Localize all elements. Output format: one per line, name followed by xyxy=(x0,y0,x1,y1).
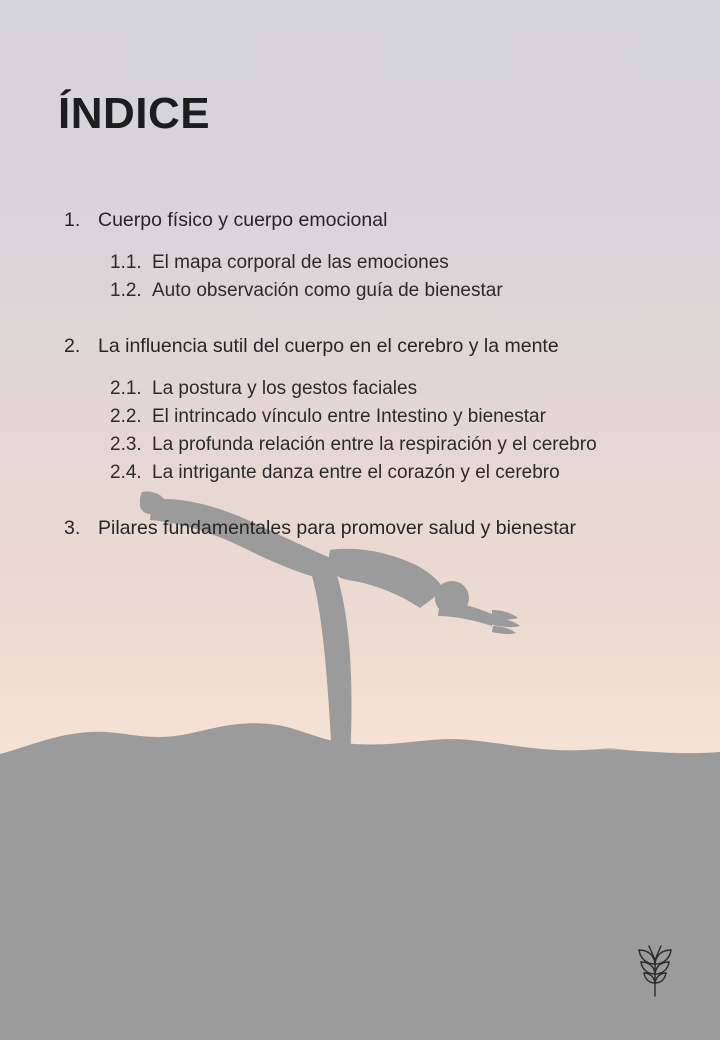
toc-chapter xyxy=(58,331,698,487)
toc-chapter-label: Pilares fundamentales para promover salud y bienestar xyxy=(98,517,577,539)
toc-chapter-number: 1. xyxy=(64,209,81,231)
toc-subsection-number: 1.2. xyxy=(110,280,142,301)
toc-subsection[interactable] xyxy=(110,459,698,487)
toc-chapter-line[interactable] xyxy=(58,513,698,543)
toc-subsection-number: 2.1. xyxy=(110,378,142,399)
toc-subsection-list xyxy=(58,249,698,305)
toc-subsection-number: 2.4. xyxy=(110,462,142,483)
toc-subsection[interactable] xyxy=(110,403,698,431)
toc-chapter-number: 2. xyxy=(64,335,81,357)
toc-subsection-list xyxy=(58,375,698,487)
toc-subsection-label: La postura y los gestos faciales xyxy=(152,378,418,399)
toc-chapter-label: La influencia sutil del cuerpo en el cerebro y la mente xyxy=(98,335,559,357)
plant-sprig-logo-icon xyxy=(628,940,682,998)
table-of-contents xyxy=(58,205,698,547)
toc-chapter-line[interactable] xyxy=(58,205,698,235)
toc-subsection-number: 2.2. xyxy=(110,406,142,427)
toc-subsection-number: 2.3. xyxy=(110,434,142,455)
toc-subsection[interactable] xyxy=(110,249,698,277)
toc-chapter-line[interactable] xyxy=(58,331,698,361)
toc-subsection[interactable] xyxy=(110,375,698,403)
toc-chapter-number: 3. xyxy=(64,517,81,539)
toc-subsection-label: La profunda relación entre la respiración y el cerebro xyxy=(152,434,597,455)
toc-subsection[interactable] xyxy=(110,277,698,305)
toc-subsection-label: Auto observación como guía de bienestar xyxy=(152,280,503,301)
toc-subsection-number: 1.1. xyxy=(110,252,142,273)
toc-chapter xyxy=(58,513,698,543)
page-title: ÍNDICE xyxy=(58,89,211,138)
toc-subsection-label: El intrincado vínculo entre Intestino y bienestar xyxy=(152,406,546,427)
toc-chapter xyxy=(58,205,698,305)
toc-subsection[interactable] xyxy=(110,431,698,459)
toc-chapter-label: Cuerpo físico y cuerpo emocional xyxy=(98,209,388,231)
toc-subsection-label: El mapa corporal de las emociones xyxy=(152,252,449,273)
toc-subsection-label: La intrigante danza entre el corazón y el cerebro xyxy=(152,462,560,483)
